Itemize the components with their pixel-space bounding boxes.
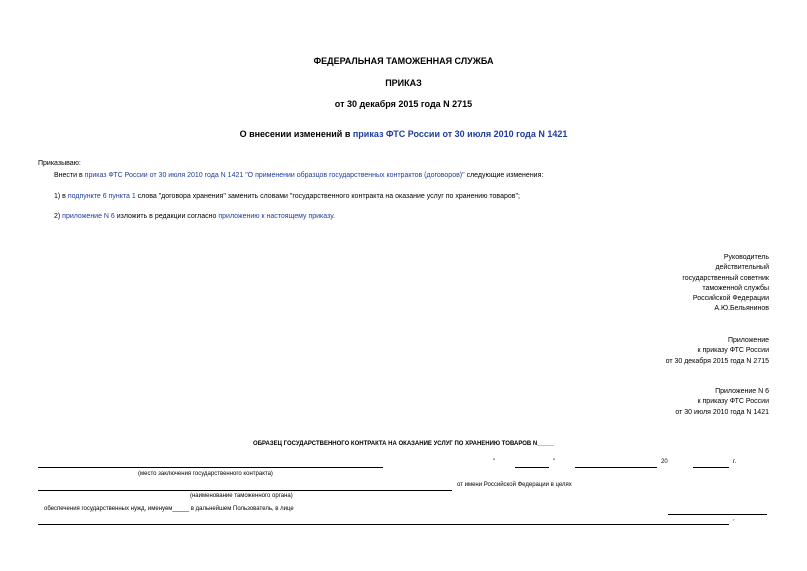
appendix6-line: к приказу ФТС России [697, 398, 769, 406]
item-2-suffix: . [333, 213, 335, 220]
item-2-middle: изложить в редакции согласно [114, 213, 219, 220]
order-title-prefix: О внесении изменений в [239, 129, 353, 139]
signature-line: таможенной службы [702, 284, 769, 292]
item-2-link-appendix[interactable]: приложению к настоящему приказу [218, 213, 334, 220]
place-field-line [38, 467, 383, 468]
appendix-line: от 30 декабря 2015 года N 2715 [665, 357, 769, 365]
signature-line: государственный советник [682, 274, 769, 282]
authority-field-line [38, 490, 452, 491]
appendix6-line: от 30 июля 2010 года N 1421 [675, 408, 769, 416]
needs-text: обеспечения государственных нужд, именуем_____ в дальнейшем Пользователь, в лице [44, 506, 294, 512]
signature-line: действительный [715, 264, 769, 272]
place-caption: (место заключения государственного контракта) [138, 471, 273, 477]
order-word: Приказываю: [38, 160, 81, 167]
item-1-suffix: слова "договора хранения" заменить словами "государственного контракта на оказание услуг по хранению товаров"; [135, 193, 520, 200]
on-behalf-text: от имени Российской Федерации в целях [457, 482, 572, 488]
appendix-block [666, 336, 769, 367]
signature-name: А.Ю.Бельянинов [714, 305, 769, 313]
doc-date: от 30 декабря 2015 года N 2715 [334, 99, 473, 109]
contract-title: ОБРАЗЕЦ ГОСУДАРСТВЕННОГО КОНТРАКТА НА ОКАЗАНИЕ УСЛУГ ПО ХРАНЕНИЮ ТОВАРОВ N_____ [253, 441, 554, 447]
day-field-line [515, 467, 549, 468]
appendix-line: Приложение [727, 337, 769, 344]
appendix6-line: Приложение N 6 [715, 388, 769, 395]
intro-suffix: следующие изменения: [464, 172, 544, 179]
year-prefix: 20 [661, 459, 668, 465]
order-title [0, 129, 807, 139]
month-field-line [575, 467, 657, 468]
signature-block [682, 253, 769, 315]
signature-line: Российской Федерации [692, 295, 769, 303]
item-1-link[interactable]: подпункте 6 пункта 1 [67, 193, 136, 200]
item-1 [54, 193, 520, 200]
quote-open: " [493, 459, 496, 465]
intro-link[interactable]: приказ ФТС России от 30 июля 2010 года N 1421 "О применении образцов государственных контрактов (договоров)" [84, 172, 465, 179]
trailing-comma: , [733, 516, 735, 522]
signature-line: Руководитель [723, 254, 769, 261]
appendix-line: к приказу ФТС России [697, 347, 769, 355]
item-1-prefix: 1) в [54, 193, 68, 200]
order-title-link[interactable]: приказ ФТС России от 30 июля 2010 года N 1421 [352, 129, 568, 139]
item-2 [54, 213, 335, 220]
agency-name: ФЕДЕРАЛЬНАЯ ТАМОЖЕННАЯ СЛУЖБА [313, 56, 494, 66]
item-2-prefix: 2) [54, 213, 63, 220]
representative-field-line [668, 514, 767, 515]
appendix6-block [675, 387, 769, 418]
intro-prefix: Внести в [54, 172, 85, 179]
doc-type: ПРИКАЗ [385, 78, 422, 88]
year-field-line [693, 467, 729, 468]
year-suffix: г. [733, 459, 737, 465]
quote-close: " [553, 459, 556, 465]
intro-paragraph [54, 172, 543, 179]
representative-field-line-2 [38, 524, 729, 525]
authority-caption: (наименование таможенного органа) [190, 493, 293, 499]
item-2-link-appendix6[interactable]: приложение N 6 [62, 213, 115, 220]
